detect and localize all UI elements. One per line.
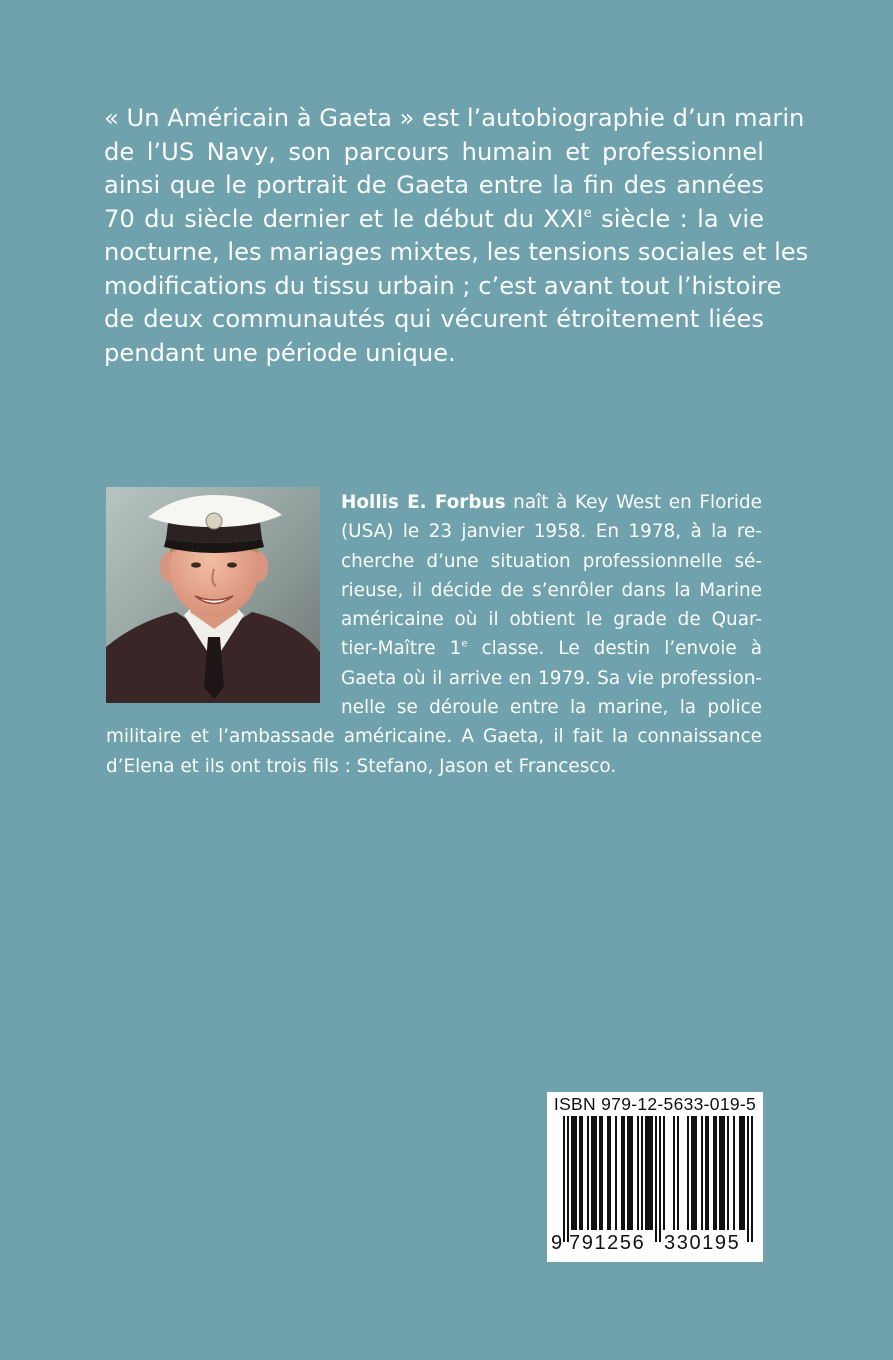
barcode-bar: [571, 1116, 573, 1230]
barcode-bar: [739, 1116, 741, 1230]
barcode-bar: [743, 1116, 745, 1230]
synopsis-line: ainsi que le portrait de Gaeta entre la fin des années: [104, 171, 764, 199]
barcode-bar: [701, 1116, 703, 1230]
barcode-bar: [645, 1116, 647, 1230]
synopsis-line: de deux communautés qui vécurent étroitement liées: [104, 305, 764, 333]
synopsis-line-4-head: 70 du siècle dernier et le début du XXI: [104, 204, 584, 233]
synopsis-line: nocturne, les mariages mixtes, les tensions sociales et les: [104, 238, 809, 266]
superscript-e: e: [583, 205, 592, 221]
barcode-bar: [567, 1116, 569, 1242]
isbn-barcode: [547, 1092, 763, 1262]
barcode-bar: [631, 1116, 633, 1230]
barcode-bar: [587, 1116, 589, 1230]
bio-line-6-tail: classe. Le destin l’envoie à: [467, 638, 762, 660]
barcode-bar: [579, 1116, 581, 1230]
barcode-bar: [637, 1116, 639, 1230]
barcode-bar: [741, 1116, 743, 1230]
barcode-right-digits: 330195: [664, 1232, 741, 1254]
barcode-bar: [715, 1116, 717, 1230]
author-name: Hollis E. Forbus: [341, 492, 506, 513]
barcode-bar: [719, 1116, 721, 1230]
bio-line: Gaeta où il arrive en 1979. Sa vie profession-: [341, 667, 762, 689]
barcode-bar: [595, 1116, 597, 1230]
bio-line-1: [341, 488, 762, 517]
barcode-bar: [705, 1116, 707, 1230]
barcode-bar: [673, 1116, 675, 1230]
synopsis-line-4: [104, 203, 764, 237]
barcode-bar: [651, 1116, 653, 1230]
bio-line-6-head: tier-Maître 1: [341, 638, 462, 660]
synopsis-line-4-tail: siècle : la vie: [591, 204, 764, 233]
barcode-bar: [649, 1116, 651, 1230]
barcode-bar: [707, 1116, 709, 1230]
bio-line: militaire et l’ambassade américaine. A Gaeta, il fait la connaissance: [106, 726, 762, 748]
barcode-bar: [621, 1116, 623, 1230]
author-bio: [106, 488, 762, 781]
barcode-lead-digit: 9: [551, 1232, 563, 1254]
barcode-bar: [647, 1116, 649, 1230]
synopsis-paragraph: [104, 102, 809, 370]
bio-line: américaine où il obtient le grade de Quar-: [341, 609, 762, 631]
barcode-bar: [693, 1116, 695, 1230]
barcode-bar: [721, 1116, 723, 1230]
barcode-bar: [573, 1116, 575, 1230]
isbn-label: ISBN 979-12-5633-019-5: [553, 1094, 757, 1114]
bio-line: d’Elena et ils ont trois fils : Stefano, Jason et Francesco.: [106, 755, 617, 777]
barcode-bar: [727, 1116, 729, 1230]
barcode-bar: [627, 1116, 629, 1230]
barcode-bar: [593, 1116, 595, 1230]
barcode-bar: [581, 1116, 583, 1230]
bio-line: nelle se déroule entre la marine, la police: [341, 697, 762, 719]
barcode-bar: [607, 1116, 609, 1230]
barcode-bar: [663, 1116, 665, 1230]
synopsis-line: pendant une période unique.: [104, 338, 456, 367]
barcode-bar: [615, 1116, 617, 1230]
barcode-bar: [641, 1116, 643, 1230]
barcode-bar: [691, 1116, 693, 1230]
barcode-bar: [677, 1116, 679, 1230]
barcode-bar: [747, 1116, 749, 1242]
barcode-left-digits: 791256: [569, 1232, 646, 1254]
bio-line: (USA) le 23 janvier 1958. En 1978, à la re-: [341, 521, 762, 543]
barcode-bar: [609, 1116, 611, 1230]
bio-line: cherche d’une situation professionnelle sé-: [341, 550, 762, 572]
bio-line-6: [341, 634, 762, 663]
synopsis-line: modifications du tissu urbain ; c’est avant tout l’histoire: [104, 271, 782, 300]
synopsis-line: « Un Américain à Gaeta » est l’autobiographie d’un marin: [104, 104, 805, 132]
barcode-bar: [599, 1116, 601, 1230]
barcode-bar: [575, 1116, 577, 1230]
barcode-bar: [695, 1116, 697, 1230]
superscript-e: e: [461, 638, 468, 650]
barcode-bar: [687, 1116, 689, 1230]
barcode-bar: [601, 1116, 603, 1230]
barcode-bar: [733, 1116, 735, 1230]
bio-line-1-rest: naît à Key West en Floride: [505, 492, 762, 513]
bio-line: rieuse, il décide de s’enrôler dans la Marine: [341, 579, 762, 601]
synopsis-line: de l’US Navy, son parcours humain et professionnel: [104, 137, 764, 166]
barcode-bar: [655, 1116, 657, 1242]
barcode-bar: [751, 1116, 753, 1242]
barcode-bar: [723, 1116, 725, 1230]
barcode-bar: [659, 1116, 661, 1242]
barcode-bar: [713, 1116, 715, 1230]
barcode-bar: [623, 1116, 625, 1230]
barcode-bar: [591, 1116, 593, 1230]
barcode-bar: [563, 1116, 565, 1242]
barcode-bar: [629, 1116, 631, 1230]
